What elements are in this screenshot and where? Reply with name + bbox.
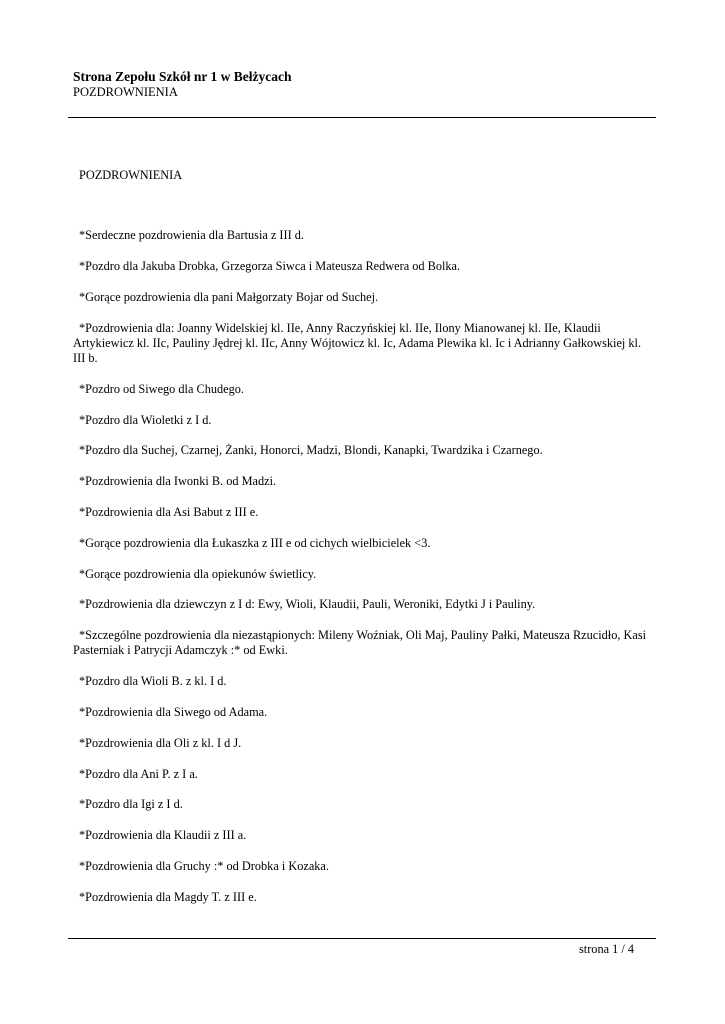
site-title: Strona Zepołu Szkół nr 1 w Bełżycach <box>73 69 292 84</box>
list-item: *Pozdro dla Jakuba Drobka, Grzegorza Siwca i Mateusza Redwera od Bolka. <box>79 259 461 273</box>
page-number: strona 1 / 4 <box>579 942 634 956</box>
list-item: *Pozdrowienia dla Iwonki B. od Madzi. <box>79 474 277 489</box>
header-divider <box>68 117 656 118</box>
list-item: *Pozdrowienia dla Gruchy :* od Drobka i Kozaka. <box>79 858 329 873</box>
greetings-list <box>73 228 653 905</box>
list-item: *Gorące pozdrowienia dla Łukaszka z III e od cichych wielbicielek <3. <box>79 535 431 550</box>
list-item: *Pozdro dla Ani P. z I a. <box>79 766 198 781</box>
list-item: *Gorące pozdrowienia dla pani Małgorzaty Bojar od Suchej. <box>79 289 379 304</box>
list-item: *Pozdrowienia dla: Joanny Widelskiej kl. IIe, Anny Raczyńskiej kl. IIe, Ilony Mianowanej kl. IIe, Klaudii Artykiewicz kl. IIc, Pauliny Jędrej kl. IIc, Anny Wójtowicz kl. Ic, Adama Plewika kl. Ic i Adrianny Gałkowskiej kl. III b. <box>73 320 642 365</box>
list-item: *Szczególne pozdrowienia dla niezastąpionych: Mileny Woźniak, Oli Maj, Pauliny Pałki, Mateusza Rzucidło, Kasi Pasterniak i Patrycji Adamczyk :* od Ewki. <box>73 628 647 658</box>
content-title: POZDROWNIENIA <box>79 168 183 182</box>
list-item: *Pozdro od Siwego dla Chudego. <box>79 381 244 396</box>
list-item: *Pozdrowienia dla Klaudii z III a. <box>79 828 247 843</box>
list-item: *Pozdrowienia dla Asi Babut z III e. <box>79 504 259 519</box>
section-subtitle: POZDROWNIENIA <box>73 85 178 99</box>
list-item: *Pozdrowienia dla dziewczyn z I d: Ewy, Wioli, Klaudii, Pauli, Weroniki, Edytki J i Pauliny. <box>79 597 536 612</box>
footer-divider <box>68 938 656 939</box>
main-content <box>73 168 653 921</box>
list-item: *Gorące pozdrowienia dla opiekunów świetlicy. <box>79 566 317 581</box>
list-item: *Pozdro dla Igi z I d. <box>79 797 183 812</box>
list-item: *Pozdro dla Wioli B. z kl. I d. <box>79 674 227 689</box>
list-item: *Pozdrowienia dla Magdy T. z III e. <box>79 889 257 904</box>
list-item: *Pozdrowienia dla Siwego od Adama. <box>79 704 268 719</box>
list-item: *Serdeczne pozdrowienia dla Bartusia z III d. <box>79 228 305 243</box>
list-item: *Pozdro dla Wioletki z I d. <box>79 412 212 427</box>
list-item: *Pozdro dla Suchej, Czarnej, Żanki, Honorci, Madzi, Blondi, Kanapki, Twardzika i Czarnego. <box>79 443 543 458</box>
list-item: *Pozdrowienia dla Oli z kl. I d J. <box>79 735 242 750</box>
page-header <box>73 69 653 100</box>
